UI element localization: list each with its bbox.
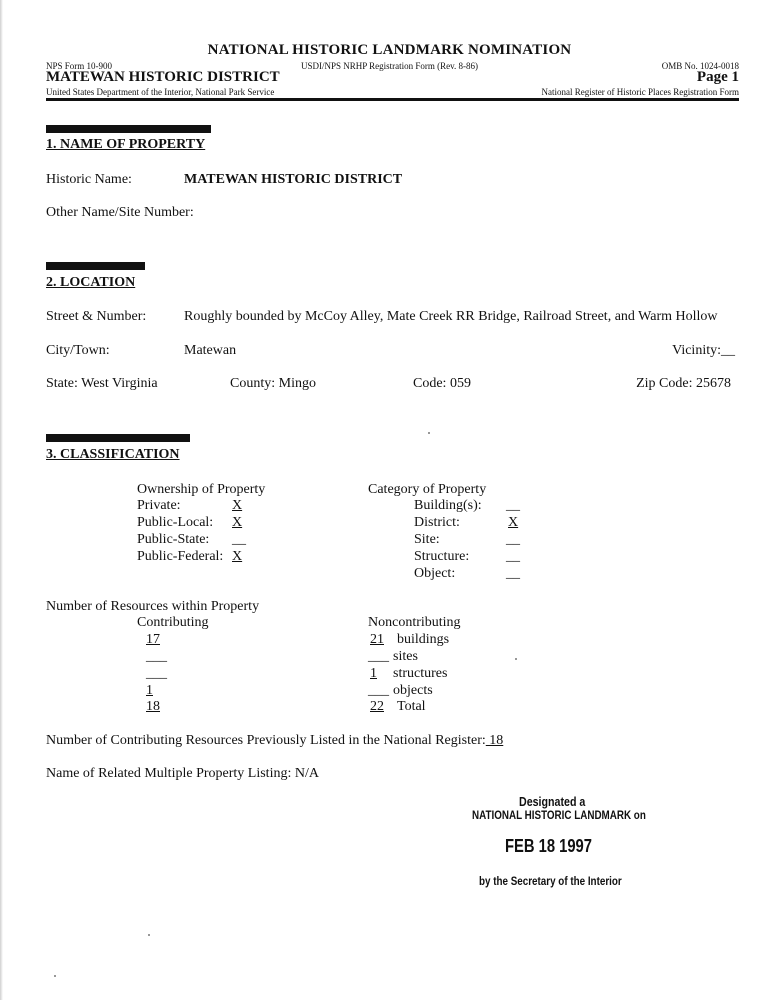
category-object-mark: __ [506, 566, 520, 581]
noncontributing-buildings-count: 21 [370, 632, 384, 647]
category-site-mark: __ [506, 532, 520, 547]
category-object-label: Object: [414, 566, 456, 581]
contributing-heading: Contributing [137, 615, 209, 630]
contributing-buildings: 17 [146, 632, 160, 647]
ownership-private-mark: X [232, 498, 243, 513]
noncontributing-sites-label: sites [393, 649, 418, 664]
ownership-public-state-mark: __ [232, 532, 246, 547]
ownership-public-local-mark: X [232, 515, 243, 530]
section2-bar [46, 262, 145, 270]
ownership-public-state-label: Public-State: [137, 532, 210, 547]
category-structure-mark: __ [506, 549, 520, 564]
vicinity-label: Vicinity:__ [672, 343, 735, 358]
category-building-mark: __ [506, 498, 520, 513]
previously-listed-line [46, 733, 503, 749]
code-field: Code: 059 [413, 376, 471, 391]
stamp-date: FEB 18 1997 [505, 836, 592, 856]
category-building-label: Building(s): [414, 498, 482, 513]
street-value: Roughly bounded by McCoy Alley, Mate Creek RR Bridge, Railroad Street, and Warm Hollow [184, 309, 718, 324]
registration-form-label: USDI/NPS NRHP Registration Form (Rev. 8-86) [300, 61, 479, 71]
stamp-line2: NATIONAL HISTORIC LANDMARK on [472, 808, 646, 822]
scan-speck [148, 934, 150, 936]
historic-name-label: Historic Name: [46, 172, 132, 187]
stamp-line3: by the Secretary of the Interior [479, 874, 622, 888]
zip-field: Zip Code: 25678 [636, 376, 731, 391]
department-label: United States Department of the Interior, National Park Service [46, 87, 275, 97]
street-label: Street & Number: [46, 309, 147, 324]
noncontributing-objects-count: ___ [368, 683, 389, 698]
contributing-total: 18 [146, 699, 160, 714]
contributing-objects: 1 [146, 683, 153, 698]
header-rule [46, 98, 739, 101]
register-form-label: National Register of Historic Places Registration Form [541, 87, 739, 97]
category-district-label: District: [414, 515, 460, 530]
header-property-name: MATEWAN HISTORIC DISTRICT [46, 69, 280, 85]
ownership-public-local-label: Public-Local: [137, 515, 214, 530]
previously-listed-value: 18 [485, 733, 504, 748]
state-field: State: West Virginia [46, 376, 158, 391]
page-number: Page 1 [696, 69, 739, 85]
scan-speck [428, 432, 430, 434]
city-label: City/Town: [46, 343, 110, 358]
section2-heading: 2. LOCATION [46, 275, 136, 290]
stamp-line1: Designated a [519, 794, 586, 809]
category-heading: Category of Property [368, 482, 487, 497]
previously-listed-label: Number of Contributing Resources Previously Listed in the National Register: [46, 733, 486, 748]
category-site-label: Site: [414, 532, 440, 547]
section3-bar [46, 434, 190, 442]
ownership-heading: Ownership of Property [137, 482, 266, 497]
noncontributing-sites-count: ___ [368, 649, 389, 664]
historic-name-value: MATEWAN HISTORIC DISTRICT [184, 172, 403, 187]
ownership-public-federal-mark: X [232, 549, 243, 564]
scan-speck [515, 658, 517, 660]
scan-edge [0, 0, 3, 1000]
resources-heading: Number of Resources within Property [46, 599, 260, 614]
ownership-public-federal-label: Public-Federal: [137, 549, 224, 564]
scan-speck [54, 975, 56, 977]
contributing-structures: ___ [146, 666, 167, 681]
category-district-mark: X [508, 515, 519, 530]
omb-number: OMB No. 1024-0018 [661, 61, 739, 71]
city-value: Matewan [184, 343, 237, 358]
noncontributing-buildings-label: buildings [397, 632, 450, 647]
noncontributing-heading: Noncontributing [368, 615, 461, 630]
noncontributing-total-label: Total [397, 699, 426, 714]
ownership-private-label: Private: [137, 498, 181, 513]
form-number: NPS Form 10-900 [46, 61, 113, 71]
noncontributing-structures-count: 1 [370, 666, 377, 681]
noncontributing-structures-label: structures [393, 666, 448, 681]
other-name-label: Other Name/Site Number: [46, 205, 194, 220]
county-field: County: Mingo [230, 376, 316, 391]
contributing-sites: ___ [146, 649, 167, 664]
section1-bar [46, 125, 211, 133]
section3-heading: 3. CLASSIFICATION [46, 447, 180, 462]
form-title: NATIONAL HISTORIC LANDMARK NOMINATION [207, 42, 572, 58]
multiple-listing: Name of Related Multiple Property Listing: N/A [46, 766, 319, 781]
noncontributing-objects-label: objects [393, 683, 433, 698]
category-structure-label: Structure: [414, 549, 470, 564]
noncontributing-total-count: 22 [370, 699, 384, 714]
section1-heading: 1. NAME OF PROPERTY [46, 137, 206, 152]
